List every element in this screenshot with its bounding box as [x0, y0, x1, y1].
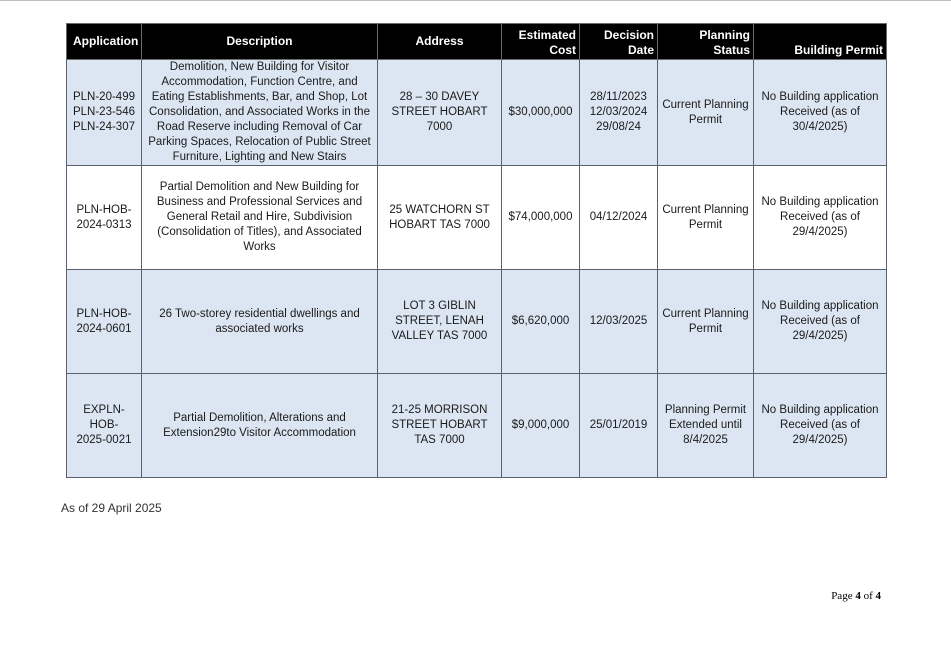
cell-planning-status: Planning Permit Extended until 8/4/2025: [658, 374, 754, 478]
cell-decision-date: 12/03/2025: [580, 270, 658, 374]
table-row: [67, 166, 887, 270]
cell-description: Demolition, New Building for Visitor Accommodation, Function Centre, and Eating Establishments, Bar, and Shop, Lot Consolidation, and Associated Works in the Road Reserve including Removal of Car Parking Spaces, Relocation of Public Street Furniture, Lighting and New Stairs: [142, 60, 378, 166]
cell-application: PLN-HOB- 2024-0313: [67, 166, 142, 270]
page-current: 4: [855, 590, 861, 602]
page-total: 4: [875, 590, 881, 602]
cell-building-permit: No Building application Received (as of 29/4/2025): [754, 374, 887, 478]
cell-estimated-cost: $30,000,000: [502, 60, 580, 166]
cell-address: 28 – 30 DAVEY STREET HOBART 7000: [378, 60, 502, 166]
header-application: Application: [67, 24, 142, 60]
cell-description: Partial Demolition, Alterations and Extension29to Visitor Accommodation: [142, 374, 378, 478]
cell-application: EXPLN-HOB- 2025-0021: [67, 374, 142, 478]
cell-description: 26 Two-storey residential dwellings and associated works: [142, 270, 378, 374]
cell-application: PLN-20-499 PLN-23-546 PLN-24-307: [67, 60, 142, 166]
as-of-note: As of 29 April 2025: [61, 501, 162, 515]
table-header-row: [67, 24, 887, 60]
header-address: Address: [378, 24, 502, 60]
cell-address: LOT 3 GIBLIN STREET, LENAH VALLEY TAS 7000: [378, 270, 502, 374]
cell-building-permit: No Building application Received (as of 29/4/2025): [754, 270, 887, 374]
cell-estimated-cost: $9,000,000: [502, 374, 580, 478]
table-row: [67, 270, 887, 374]
cell-address: 21-25 MORRISON STREET HOBART TAS 7000: [378, 374, 502, 478]
cell-planning-status: Current Planning Permit: [658, 270, 754, 374]
permits-table: [66, 23, 887, 478]
page-label: Page: [831, 590, 853, 602]
page-of: of: [863, 590, 873, 602]
page-number: [831, 590, 881, 602]
header-decision-date: Decision Date: [580, 24, 658, 60]
cell-building-permit: No Building application Received (as of 29/4/2025): [754, 166, 887, 270]
cell-description: Partial Demolition and New Building for Business and Professional Services and General Retail and Hire, Subdivision (Consolidation of Titles), and Associated Works: [142, 166, 378, 270]
header-description: Description: [142, 24, 378, 60]
cell-planning-status: Current Planning Permit: [658, 60, 754, 166]
table-row: [67, 60, 887, 166]
cell-decision-date: 04/12/2024: [580, 166, 658, 270]
top-rule: [0, 0, 951, 1]
header-planning-status: Planning Status: [658, 24, 754, 60]
cell-planning-status: Current Planning Permit: [658, 166, 754, 270]
table-row: [67, 374, 887, 478]
header-building-permit: Building Permit: [754, 24, 887, 60]
header-estimated-cost: Estimated Cost: [502, 24, 580, 60]
cell-estimated-cost: $6,620,000: [502, 270, 580, 374]
cell-building-permit: No Building application Received (as of 30/4/2025): [754, 60, 887, 166]
cell-address: 25 WATCHORN ST HOBART TAS 7000: [378, 166, 502, 270]
cell-estimated-cost: $74,000,000: [502, 166, 580, 270]
cell-decision-date: 28/11/2023 12/03/2024 29/08/24: [580, 60, 658, 166]
cell-application: PLN-HOB- 2024-0601: [67, 270, 142, 374]
cell-decision-date: 25/01/2019: [580, 374, 658, 478]
